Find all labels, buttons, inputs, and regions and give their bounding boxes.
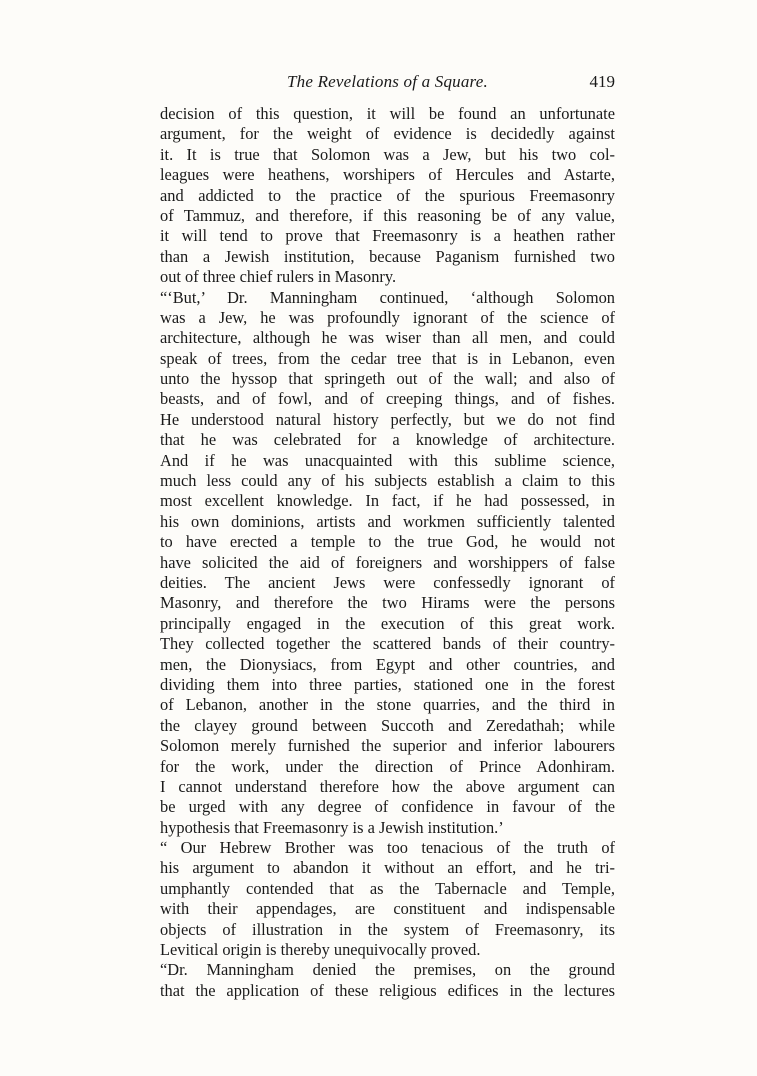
text-line: that he was celebrated for a knowledge of architecture. [160,430,615,450]
text-line: his own dominions, artists and workmen sufficiently talented [160,511,615,531]
text-line: most excellent knowledge. In fact, if he had possessed, in [160,491,615,511]
text-line: to have erected a temple to the true God, he would not [160,532,615,552]
text-line: unto the hyssop that springeth out of the wall; and also of [160,369,615,389]
text-line: Solomon merely furnished the superior and inferior labourers [160,736,615,756]
text-line: his argument to abandon it without an effort, and he tri- [160,858,615,878]
text-line: speak of trees, from the cedar tree that is in Lebanon, even [160,348,615,368]
text-line: “ Our Hebrew Brother was too tenacious of the truth of [160,838,615,858]
text-line: out of three chief rulers in Masonry. [160,267,397,287]
text-line: was a Jew, he was profoundly ignorant of the science of [160,307,615,327]
text-line: much less could any of his subjects establish a claim to this [160,471,615,491]
text-line: the clayey ground between Succoth and Zeredathah; while [160,715,615,735]
text-line: I cannot understand therefore how the above argument can [160,776,615,796]
text-line: and addicted to the practice of the spurious Freemasonry [160,185,615,205]
text-line: argument, for the weight of evidence is decidedly against [160,124,615,144]
running-head [160,72,615,100]
body-text [160,104,615,1001]
text-line: Levitical origin is thereby unequivocally proved. [160,940,481,960]
text-line: beasts, and of fowl, and of creeping things, and of fishes. [160,389,615,409]
text-line: than a Jewish institution, because Paganism furnished two [160,246,615,266]
page-number: 419 [589,72,615,91]
text-line: of Tammuz, and therefore, if this reasoning be of any value, [160,205,615,225]
text-line: deities. The ancient Jews were confessedly ignorant of [160,572,615,592]
text-line: men, the Dionysiacs, from Egypt and other countries, and [160,654,615,674]
running-title: The Revelations of a Square. [287,72,488,91]
text-line: for the work, under the direction of Prince Adonhiram. [160,756,615,776]
text-line: umphantly contended that as the Tabernacle and Temple, [160,878,615,898]
text-line: have solicited the aid of foreigners and worshippers of false [160,552,615,572]
text-line: “‘But,’ Dr. Manningham continued, ‘although Solomon [160,287,615,307]
text-line: And if he was unacquainted with this sublime science, [160,450,615,470]
text-line: of Lebanon, another in the stone quarries, and the third in [160,695,615,715]
text-line: that the application of these religious edifices in the lectures [160,980,615,1000]
text-line: dividing them into three parties, stationed one in the forest [160,674,615,694]
text-line: with their appendages, are constituent and indispensable [160,899,615,919]
text-line: objects of illustration in the system of Freemasonry, its [160,919,615,939]
text-line: architecture, although he was wiser than all men, and could [160,328,615,348]
text-line: be urged with any degree of confidence in favour of the [160,797,615,817]
text-line: hypothesis that Freemasonry is a Jewish institution.’ [160,817,504,837]
text-line: “Dr. Manningham denied the premises, on the ground [160,960,615,980]
text-line: They collected together the scattered bands of their country- [160,634,615,654]
text-line: He understood natural history perfectly, but we do not find [160,409,615,429]
text-line: it will tend to prove that Freemasonry is a heathen rather [160,226,615,246]
text-line: it. It is true that Solomon was a Jew, but his two col- [160,144,615,164]
text-line: leagues were heathens, worshipers of Hercules and Astarte, [160,165,615,185]
text-line: principally engaged in the execution of this great work. [160,613,615,633]
text-line: decision of this question, it will be found an unfortunate [160,104,615,123]
text-line: Masonry, and therefore the two Hirams were the persons [160,593,615,613]
